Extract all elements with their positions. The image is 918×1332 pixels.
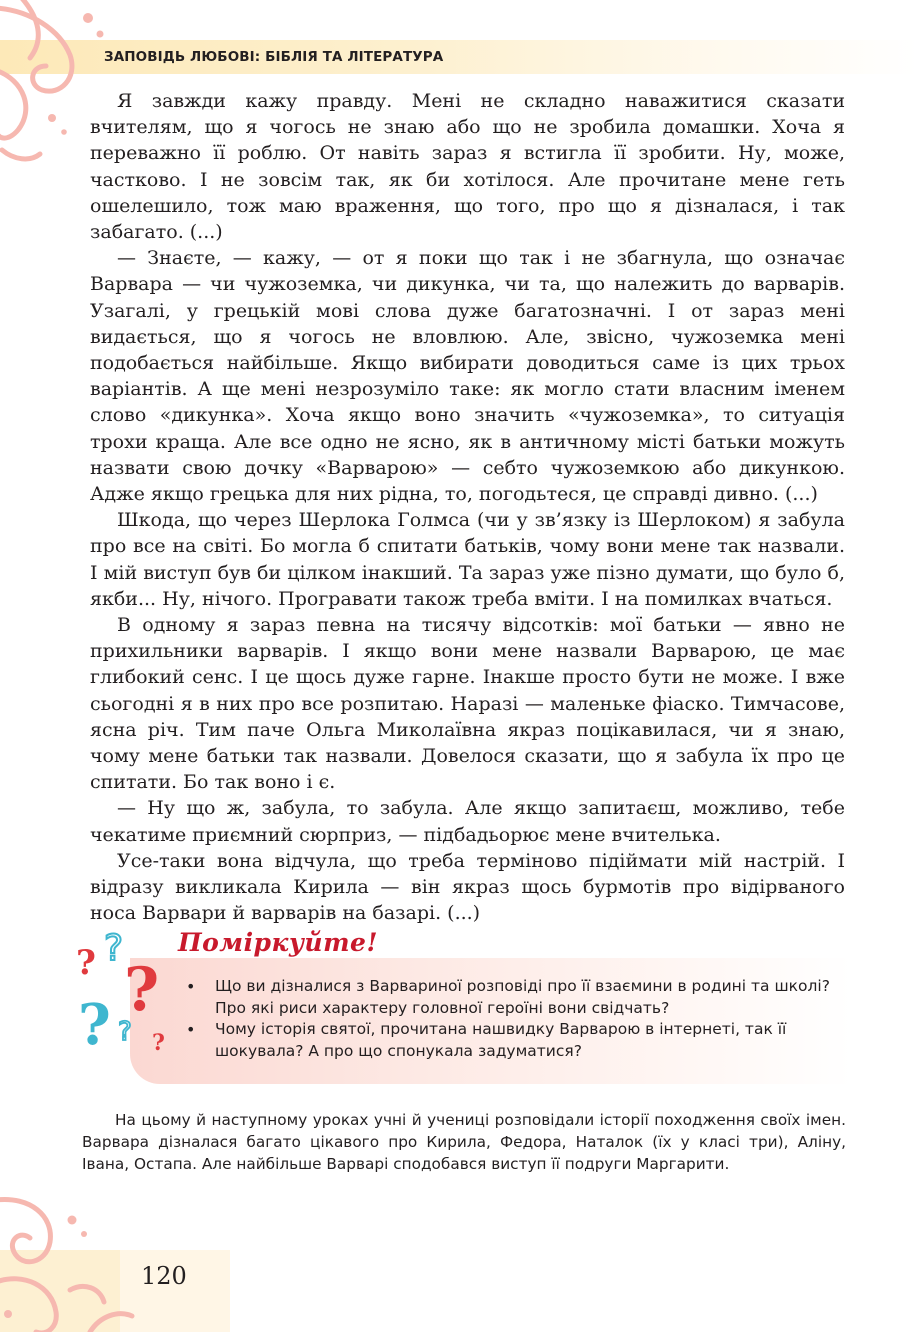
svg-text:?: ? [118,1017,132,1047]
think-title: Поміркуйте! [178,928,378,957]
svg-text:?: ? [78,992,111,1052]
story-paragraph: — Ну що ж, забула, то забула. Але якщо запитаєш, можливо, тебе чекатиме приємний сюрприз, — підбадьорює мене вчителька. [90,797,845,846]
question-item: • Що ви дізналися з Варвариної розповіді про її взаємини в родині та школі? Про які риси характеру головної героїні вони свідчать? [186,976,836,1019]
story-paragraph: Я завжди кажу правду. Мені не складно наважитися сказати вчителям, що я чогось не знаю або що не зробила домашки. Хоча я переважно її роблю. От навіть зараз я встигла її зробити. Ну, може, частково. І не зовсім так, як би хотілося. Але прочитане мене геть ошелешило, тож маю враження, що того, про що я дізналася, і так забагато. (...) [90,90,845,244]
page-number: 120 [141,1262,187,1290]
closing-text [82,1110,846,1175]
question-marks-icon [74,932,184,1052]
story-paragraph: Шкода, що через Шерлока Голмса (чи у зв’язку із Шерлоком) я забула про все на світі. Бо могла б спитати батьків, чому вони мене так назвали. І мій виступ був би цілком інакший. Та зараз уже пізно думати, що було б, якби... Ну, нічого. Програвати також треба вміти. І на помилках вчаться. [90,509,845,610]
svg-text:?: ? [76,943,96,983]
think-questions [186,976,836,1062]
story-paragraph: Усе-таки вона відчула, що треба терміново підіймати мій настрій. І відразу викликала Кирила — він якраз щось бурмотів про відірваного носа Варвари й варварів на базарі. (...) [90,849,845,925]
svg-text:?: ? [152,1030,165,1052]
story-paragraph: — Знаєте, — кажу, — от я поки що так і не збагнула, що означає Варвара — чи чужоземка, чи дикунка, чи та, що належить до варварів. Узагалі, у грецькій мові слова дуже багатозначні. І от зараз мені видається, що я чогось не вловлюю. Але, звісно, чужоземка мені подобається найбільше. Якщо вибирати доводиться саме із цих трьох варіантів. А ще мені незрозуміло таке: як могло стати власним іменем слово «дикунка». Хоча якщо воно значить «чужоземка», то ситуація трохи краща. Але все одно не ясно, як в античному місті батьки можуть назвати свою дочку «Варварою» — себто чужоземкою або дикункою. Адже якщо грецька для них рідна, то, погодьтеся, це справді дивно. (...) [90,247,845,506]
story-text [90,88,845,927]
story-paragraph: В одному я зараз певна на тисячу відсотків: мої батьки — явно не прихильники варварів. І якщо вони мене назвали Варварою, це має глибокий сенс. І це щось дуже гарне. Інакше просто бути не може. І вже сьогодні я в них про все розпитаю. Наразі — маленьке фіаско. Тимчасове, ясна річ. Тим паче Ольга Миколаївна якраз поцікавилася, чи я знаю, чому мене батьки так назвали. Довелося сказати, що я забула їх про це спитати. Бо так воно і є. [90,614,845,794]
floral-ornament-bottom-icon [0,1190,230,1332]
question-item: • Чому історія святої, прочитана нашвидку Варварою в інтернеті, так її шокувала? А про що спонукала задуматися? [186,1019,836,1062]
running-title: ЗАПОВІДЬ ЛЮБОВІ: БІБЛІЯ ТА ЛІТЕРАТУРА [104,49,444,65]
closing-paragraph: На цьому й наступному уроках учні й учениці розповідали історії походження своїх імен. Варвара дізналася багато цікавого про Кирила, Федора, Наталок (їх у класі три), Аліну, Івана, Остапа. Але найбільше Варварі сподобався виступ її подруги Маргарити. [82,1111,846,1173]
svg-text:?: ? [124,955,160,1025]
svg-text:?: ? [104,932,124,969]
